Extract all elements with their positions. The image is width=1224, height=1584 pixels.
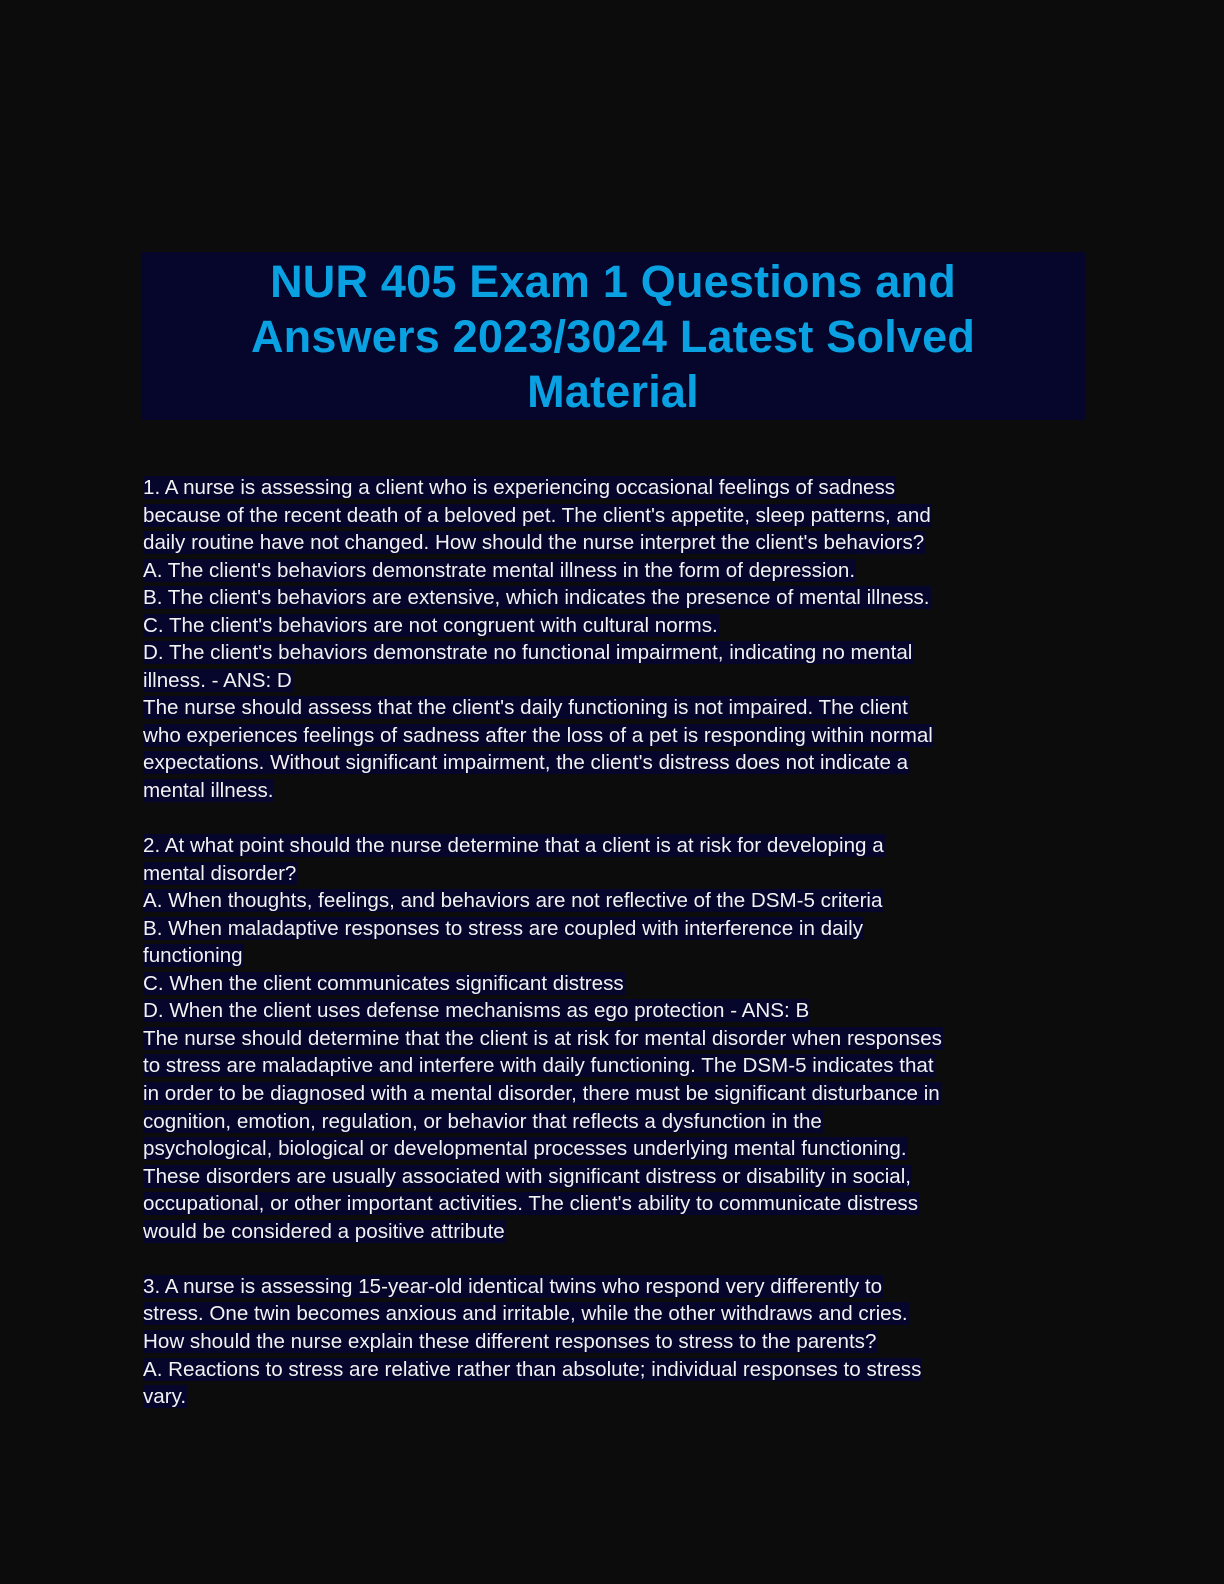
option-line: functioning xyxy=(143,944,243,968)
answer-line: illness. - ANS: D xyxy=(143,668,292,692)
option-line: C. When the client communicates significant distress xyxy=(143,971,624,995)
option-line: A. Reactions to stress are relative rather than absolute; individual responses to stress xyxy=(143,1357,922,1381)
rationale-line: in order to be diagnosed with a mental disorder, there must be significant disturbance in xyxy=(143,1082,940,1106)
option-line: B. When maladaptive responses to stress are coupled with interference in daily xyxy=(143,916,864,940)
rationale-line: expectations. Without significant impairment, the client's distress does not indicate a xyxy=(143,751,909,775)
rationale-line: occupational, or other important activities. The client's ability to communicate distress xyxy=(143,1192,919,1216)
option-line: A. When thoughts, feelings, and behaviors are not reflective of the DSM-5 criteria xyxy=(143,889,883,913)
document-title-line: Answers 2023/3024 Latest Solved xyxy=(250,311,976,362)
document-body xyxy=(143,474,1083,1411)
title-banner xyxy=(141,252,1085,420)
text-line: 1. A nurse is assessing a client who is experiencing occasional feelings of sadness xyxy=(143,476,896,499)
question-block-3 xyxy=(143,1273,1083,1411)
text-line: mental disorder? xyxy=(143,861,297,885)
text-line: How should the nurse explain these different responses to stress to the parents? xyxy=(143,1329,877,1353)
rationale-line: The nurse should determine that the client is at risk for mental disorder when responses xyxy=(143,1026,942,1050)
option-line: A. The client's behaviors demonstrate mental illness in the form of depression. xyxy=(143,558,856,582)
rationale-line: would be considered a positive attribute xyxy=(143,1219,505,1243)
rationale-line: psychological, biological or developmental processes underlying mental functioning. xyxy=(143,1137,907,1161)
option-line: B. The client's behaviors are extensive, which indicates the presence of mental illness. xyxy=(143,586,930,610)
option-line: C. The client's behaviors are not congruent with cultural norms. xyxy=(143,613,718,637)
paragraph-gap xyxy=(143,805,1083,833)
text-line: 3. A nurse is assessing 15-year-old identical twins who respond very differently to xyxy=(143,1274,883,1298)
paragraph-gap xyxy=(143,1245,1083,1273)
text-line: 2. At what point should the nurse determine that a client is at risk for developing a xyxy=(143,834,884,858)
text-line: daily routine have not changed. How should the nurse interpret the client's behaviors? xyxy=(143,531,925,555)
document-title-line: Material xyxy=(527,366,699,417)
rationale-line: who experiences feelings of sadness after the loss of a pet is responding within normal xyxy=(143,723,933,747)
rationale-line: to stress are maladaptive and interfere with daily functioning. The DSM-5 indicates that xyxy=(143,1054,934,1078)
question-block-2 xyxy=(143,832,1083,1245)
text-line: stress. One twin becomes anxious and irritable, while the other withdraws and cries. xyxy=(143,1302,908,1326)
document-title-line: NUR 405 Exam 1 Questions and xyxy=(270,256,956,307)
option-line: D. The client's behaviors demonstrate no functional impairment, indicating no mental xyxy=(143,641,913,665)
answer-line: D. When the client uses defense mechanisms as ego protection - ANS: B xyxy=(143,999,810,1023)
rationale-line: These disorders are usually associated with significant distress or disability in social, xyxy=(143,1164,912,1188)
question-block-1 xyxy=(143,474,1083,805)
rationale-line: The nurse should assess that the client's daily functioning is not impaired. The client xyxy=(143,696,908,720)
rationale-line: cognition, emotion, regulation, or behavior that reflects a dysfunction in the xyxy=(143,1109,822,1133)
text-line: because of the recent death of a beloved pet. The client's appetite, sleep patterns, and xyxy=(143,503,931,527)
option-line: vary. xyxy=(143,1385,187,1409)
rationale-line: mental illness. xyxy=(143,779,274,803)
